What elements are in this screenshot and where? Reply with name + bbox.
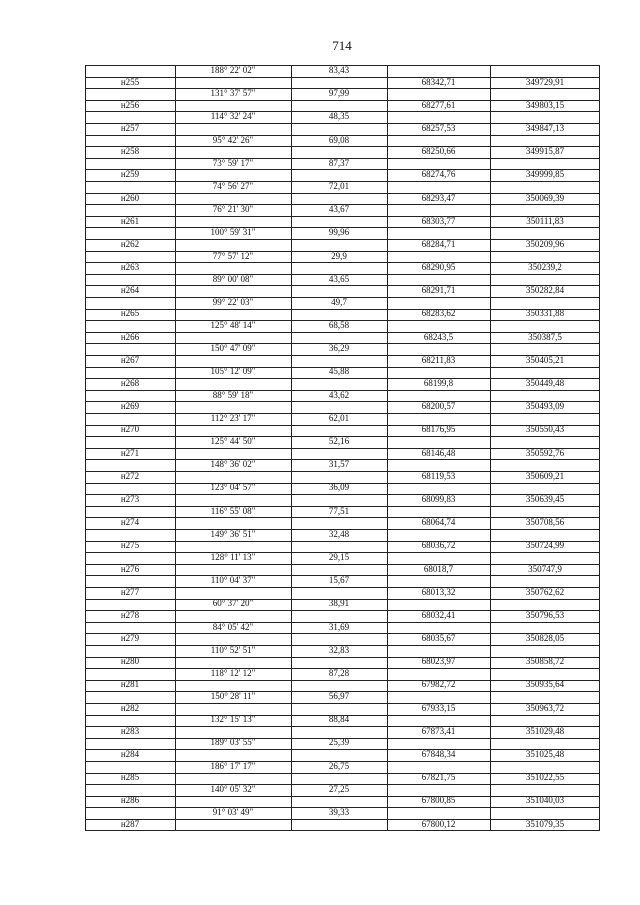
length-cell: 36,29 xyxy=(328,343,350,354)
length-cell: 36,09 xyxy=(328,482,350,493)
row-divider xyxy=(85,564,600,565)
direction-angle-cell: 95° 42' 26" xyxy=(212,134,254,145)
point-name-cell: н258 xyxy=(120,146,140,157)
length-cell: 31,69 xyxy=(328,621,350,632)
direction-angle-cell: 140° 05' 32" xyxy=(210,783,256,794)
row-divider xyxy=(85,796,600,797)
direction-angle-cell: 110° 04' 37" xyxy=(210,575,256,586)
x-coordinate-cell: 68199,8 xyxy=(423,378,454,389)
y-coordinate-cell: 350796,53 xyxy=(525,609,565,620)
point-name-cell: н280 xyxy=(120,656,140,667)
y-coordinate-cell: 350111,83 xyxy=(526,215,564,226)
point-name-cell: н270 xyxy=(120,424,140,435)
x-coordinate-cell: 68146,48 xyxy=(421,447,456,458)
y-coordinate-cell: 351029,48 xyxy=(525,725,565,736)
x-coordinate-cell: 68291,71 xyxy=(421,285,456,296)
direction-angle-cell: 116° 55' 08" xyxy=(210,505,256,516)
direction-angle-cell: 77° 57' 12" xyxy=(212,250,254,261)
point-name-cell: н285 xyxy=(120,772,140,783)
row-divider xyxy=(85,320,600,321)
row-divider xyxy=(85,262,600,263)
direction-angle-cell: 150° 47' 09" xyxy=(210,343,256,354)
y-coordinate-cell: 350493,09 xyxy=(525,401,565,412)
length-cell: 68,58 xyxy=(328,320,350,331)
y-coordinate-cell: 350405,21 xyxy=(525,354,565,365)
row-divider xyxy=(85,216,600,217)
y-coordinate-cell: 350609,21 xyxy=(525,470,565,481)
point-name-cell: н257 xyxy=(120,122,140,133)
direction-angle-cell: 100° 59' 31" xyxy=(210,227,256,238)
x-coordinate-cell: 68293,47 xyxy=(421,192,456,203)
direction-angle-cell: 91° 03' 49" xyxy=(212,807,254,817)
row-divider xyxy=(85,622,600,623)
x-coordinate-cell: 67821,75 xyxy=(421,772,456,783)
point-name-cell: н283 xyxy=(120,725,140,736)
x-coordinate-cell: 68018,7 xyxy=(423,563,454,574)
length-cell: 87,37 xyxy=(328,157,350,168)
direction-angle-cell: 99° 22' 03" xyxy=(212,296,254,307)
x-coordinate-cell: 68099,83 xyxy=(421,493,456,504)
x-coordinate-cell: 68243,5 xyxy=(423,331,454,342)
length-cell: 29,15 xyxy=(328,551,350,562)
row-divider xyxy=(85,575,600,576)
y-coordinate-cell: 349999,85 xyxy=(525,169,565,180)
row-divider xyxy=(85,425,600,426)
point-name-cell: н286 xyxy=(120,795,140,806)
x-coordinate-cell: 68023,97 xyxy=(421,656,456,667)
length-cell: 77,51 xyxy=(328,505,350,516)
row-divider xyxy=(85,773,600,774)
point-name-cell: н266 xyxy=(120,331,140,342)
row-divider xyxy=(85,645,600,646)
length-cell: 99,96 xyxy=(328,227,350,238)
point-name-cell: н273 xyxy=(120,493,140,504)
x-coordinate-cell: 68290,95 xyxy=(421,262,456,273)
row-divider xyxy=(85,483,600,484)
y-coordinate-cell: 351079,35 xyxy=(525,818,565,829)
y-coordinate-cell: 350639,45 xyxy=(525,493,565,504)
direction-angle-cell: 131° 37' 57" xyxy=(210,88,256,99)
x-coordinate-cell: 68176,95 xyxy=(421,424,456,435)
row-divider xyxy=(85,169,600,170)
length-cell: 31,57 xyxy=(328,459,350,470)
point-name-cell: н265 xyxy=(120,308,140,319)
row-divider xyxy=(85,355,600,356)
direction-angle-cell: 89° 00' 08" xyxy=(212,273,254,284)
coordinates-table xyxy=(85,65,600,831)
row-divider xyxy=(85,367,600,368)
row-divider xyxy=(85,77,600,78)
point-name-cell: н255 xyxy=(120,76,140,87)
length-cell: 29,9 xyxy=(331,250,347,261)
point-name-cell: н259 xyxy=(120,169,140,180)
y-coordinate-cell: 350747,9 xyxy=(528,563,562,574)
point-name-cell: н284 xyxy=(120,749,140,760)
row-divider xyxy=(85,251,600,252)
row-divider xyxy=(85,552,600,553)
length-cell: 87,28 xyxy=(328,667,350,678)
row-divider xyxy=(85,807,600,808)
row-divider xyxy=(85,135,600,136)
direction-angle-cell: 84° 05' 42" xyxy=(212,621,254,632)
length-cell: 43,62 xyxy=(328,389,350,400)
point-name-cell: н278 xyxy=(120,609,140,620)
length-cell: 56,97 xyxy=(328,691,350,702)
row-divider xyxy=(85,436,600,437)
row-divider xyxy=(85,599,600,600)
y-coordinate-cell: 350209,96 xyxy=(525,238,565,249)
point-name-cell: н281 xyxy=(120,679,140,690)
x-coordinate-cell: 68257,53 xyxy=(421,122,456,133)
direction-angle-cell: 114° 32' 24" xyxy=(210,111,256,122)
x-coordinate-cell: 68035,67 xyxy=(421,633,456,644)
row-divider xyxy=(85,703,600,704)
direction-angle-cell: 186° 17' 17" xyxy=(210,760,256,771)
point-name-cell: н261 xyxy=(120,215,140,226)
length-cell: 97,99 xyxy=(328,88,350,99)
row-divider xyxy=(85,680,600,681)
row-divider xyxy=(85,193,600,194)
direction-angle-cell: 74° 56' 27" xyxy=(212,180,254,191)
x-coordinate-cell: 67800,12 xyxy=(421,818,456,829)
y-coordinate-cell: 350858,72 xyxy=(525,656,565,667)
direction-angle-cell: 125° 48' 14" xyxy=(210,320,256,331)
length-cell: 88,84 xyxy=(328,714,350,725)
y-coordinate-cell: 350331,88 xyxy=(525,308,565,319)
x-coordinate-cell: 68200,57 xyxy=(421,401,456,412)
length-cell: 49,7 xyxy=(331,296,347,307)
x-coordinate-cell: 68032,41 xyxy=(421,609,456,620)
row-divider xyxy=(85,691,600,692)
direction-angle-cell: 148° 36' 02" xyxy=(210,459,256,470)
direction-angle-cell: 105° 12' 09" xyxy=(210,366,256,377)
direction-angle-cell: 110° 52' 51" xyxy=(210,644,256,655)
length-cell: 72,01 xyxy=(328,180,350,191)
direction-angle-cell: 123° 04' 57" xyxy=(210,482,256,493)
page-number: 714 xyxy=(332,38,352,53)
row-divider xyxy=(85,123,600,124)
x-coordinate-cell: 68119,53 xyxy=(421,470,456,481)
direction-angle-cell: 88° 59' 18" xyxy=(212,389,254,400)
y-coordinate-cell: 349847,13 xyxy=(525,122,565,133)
point-name-cell: н268 xyxy=(120,378,140,389)
row-divider xyxy=(85,633,600,634)
length-cell: 27,25 xyxy=(328,783,350,794)
point-name-cell: н272 xyxy=(120,470,140,481)
row-divider xyxy=(85,541,600,542)
row-divider xyxy=(85,343,600,344)
y-coordinate-cell: 350963,72 xyxy=(525,702,565,713)
row-divider xyxy=(85,459,600,460)
row-divider xyxy=(85,390,600,391)
point-name-cell: н263 xyxy=(120,262,140,273)
y-coordinate-cell: 349803,15 xyxy=(525,99,565,110)
point-name-cell: н277 xyxy=(120,586,140,597)
x-coordinate-cell: 68277,61 xyxy=(421,99,456,110)
row-divider xyxy=(85,448,600,449)
row-divider xyxy=(85,715,600,716)
y-coordinate-cell: 351022,55 xyxy=(525,772,565,783)
direction-angle-cell: 128° 11' 13" xyxy=(210,551,256,562)
y-coordinate-cell: 350708,56 xyxy=(525,517,565,528)
row-divider xyxy=(85,309,600,310)
length-cell: 15,67 xyxy=(328,575,350,586)
length-cell: 25,39 xyxy=(328,737,350,748)
length-cell: 32,48 xyxy=(328,528,350,539)
point-name-cell: н274 xyxy=(120,517,140,528)
direction-angle-cell: 132° 15' 13" xyxy=(210,714,256,725)
y-coordinate-cell: 350239,2 xyxy=(528,262,562,273)
x-coordinate-cell: 68036,72 xyxy=(421,540,456,551)
row-divider xyxy=(85,587,600,588)
x-coordinate-cell: 68013,32 xyxy=(421,586,456,597)
row-divider xyxy=(85,227,600,228)
point-name-cell: н267 xyxy=(120,354,140,365)
row-divider xyxy=(85,297,600,298)
x-coordinate-cell: 68250,66 xyxy=(421,146,456,157)
y-coordinate-cell: 349915,87 xyxy=(525,146,565,157)
row-divider xyxy=(85,749,600,750)
x-coordinate-cell: 67800,85 xyxy=(421,795,456,806)
row-divider xyxy=(85,181,600,182)
row-divider xyxy=(85,285,600,286)
y-coordinate-cell: 351025,48 xyxy=(525,749,565,760)
point-name-cell: н276 xyxy=(120,563,140,574)
point-name-cell: н260 xyxy=(120,192,140,203)
row-divider xyxy=(85,332,600,333)
row-divider xyxy=(85,738,600,739)
length-cell: 43,65 xyxy=(328,273,350,284)
length-cell: 69,08 xyxy=(328,134,350,145)
row-divider xyxy=(85,784,600,785)
length-cell: 62,01 xyxy=(328,412,350,423)
direction-angle-cell: 112° 23' 17" xyxy=(210,412,256,423)
row-divider xyxy=(85,204,600,205)
point-name-cell: н282 xyxy=(120,702,140,713)
y-coordinate-cell: 350724,99 xyxy=(525,540,565,551)
row-divider xyxy=(85,668,600,669)
x-coordinate-cell: 68342,71 xyxy=(421,76,456,87)
length-cell: 39,33 xyxy=(328,807,350,817)
row-divider xyxy=(85,413,600,414)
point-name-cell: н279 xyxy=(120,633,140,644)
direction-angle-cell: 118° 12' 12" xyxy=(210,667,256,678)
length-cell: 45,88 xyxy=(328,366,350,377)
direction-angle-cell: 188° 22' 02" xyxy=(210,65,256,75)
direction-angle-cell: 76° 21' 30" xyxy=(212,204,254,215)
y-coordinate-cell: 350592,76 xyxy=(525,447,565,458)
x-coordinate-cell: 67933,15 xyxy=(421,702,456,713)
x-coordinate-cell: 67982,72 xyxy=(421,679,456,690)
point-name-cell: н262 xyxy=(120,238,140,249)
row-divider xyxy=(85,378,600,379)
length-cell: 52,16 xyxy=(328,436,350,446)
y-coordinate-cell: 350282,84 xyxy=(525,285,565,296)
y-coordinate-cell: 350762,62 xyxy=(525,586,565,597)
row-divider xyxy=(85,494,600,495)
length-cell: 32,83 xyxy=(328,644,350,655)
row-divider xyxy=(85,517,600,518)
row-divider xyxy=(85,506,600,507)
length-cell: 48,35 xyxy=(328,111,350,122)
x-coordinate-cell: 68303,77 xyxy=(421,215,456,226)
x-coordinate-cell: 68274,76 xyxy=(421,169,456,180)
length-cell: 83,43 xyxy=(328,65,350,75)
y-coordinate-cell: 350449,48 xyxy=(525,378,565,389)
row-divider xyxy=(85,471,600,472)
direction-angle-cell: 60° 37' 20" xyxy=(212,598,254,609)
direction-angle-cell: 125° 44' 50" xyxy=(210,436,256,446)
y-coordinate-cell: 350935,64 xyxy=(525,679,565,690)
row-divider xyxy=(85,657,600,658)
y-coordinate-cell: 350550,43 xyxy=(525,424,565,435)
row-divider xyxy=(85,610,600,611)
y-coordinate-cell: 349729,91 xyxy=(525,76,565,87)
point-name-cell: н269 xyxy=(120,401,140,412)
point-name-cell: н264 xyxy=(120,285,140,296)
direction-angle-cell: 149° 36' 51" xyxy=(210,528,256,539)
x-coordinate-cell: 68283,62 xyxy=(421,308,456,319)
length-cell: 26,75 xyxy=(328,760,350,771)
x-coordinate-cell: 68284,71 xyxy=(421,238,456,249)
point-name-cell: н271 xyxy=(120,447,140,458)
row-divider xyxy=(85,146,600,147)
x-coordinate-cell: 67873,41 xyxy=(421,725,456,736)
point-name-cell: н256 xyxy=(120,99,140,110)
row-divider xyxy=(85,761,600,762)
row-divider xyxy=(85,111,600,112)
length-cell: 43,67 xyxy=(328,204,350,215)
direction-angle-cell: 150° 28' 11" xyxy=(210,691,256,702)
row-divider xyxy=(85,819,600,820)
x-coordinate-cell: 68211,83 xyxy=(421,354,456,365)
row-divider xyxy=(85,401,600,402)
row-divider xyxy=(85,88,600,89)
direction-angle-cell: 189° 03' 55" xyxy=(210,737,256,748)
row-divider xyxy=(85,529,600,530)
y-coordinate-cell: 350387,5 xyxy=(528,331,562,342)
y-coordinate-cell: 350828,05 xyxy=(525,633,565,644)
y-coordinate-cell: 351040,03 xyxy=(525,795,565,806)
direction-angle-cell: 73° 59' 17" xyxy=(212,157,254,168)
point-name-cell: н287 xyxy=(120,818,140,829)
row-divider xyxy=(85,239,600,240)
row-divider xyxy=(85,274,600,275)
length-cell: 38,91 xyxy=(328,598,350,609)
y-coordinate-cell: 350069,39 xyxy=(525,192,565,203)
x-coordinate-cell: 68064,74 xyxy=(421,517,456,528)
point-name-cell: н275 xyxy=(120,540,140,551)
row-divider xyxy=(85,158,600,159)
x-coordinate-cell: 67848,34 xyxy=(421,749,456,760)
row-divider xyxy=(85,100,600,101)
row-divider xyxy=(85,726,600,727)
